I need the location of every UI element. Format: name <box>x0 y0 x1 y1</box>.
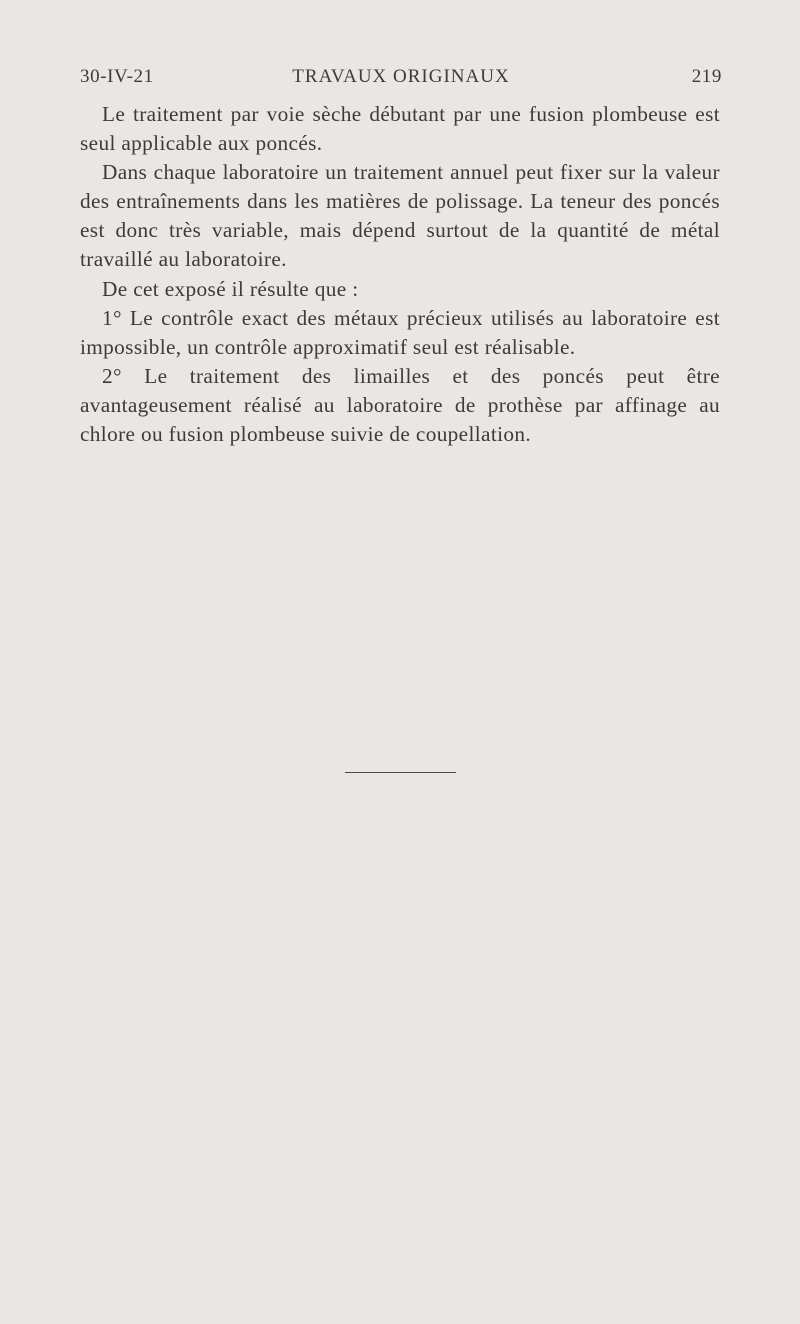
running-header <box>80 66 722 94</box>
main-text <box>80 100 720 449</box>
paragraph-annual-treatment: Dans chaque laboratoire un traitement annuel peut fixer sur la valeur des entraînements dans les matières de polissage. La teneur des poncés est donc très variable, mais dépend surtout de la quantité de métal travaillé au laboratoire. <box>80 160 720 272</box>
paragraph-dry-treatment: Le traitement par voie sèche débutant par une fusion plombeuse est seul applicable aux poncés. <box>80 102 720 156</box>
paragraph-conclusion-1: 1° Le contrôle exact des métaux précieux utilisés au laboratoire est impossible, un contrôle approximatif seul est réalisable. <box>80 305 720 359</box>
header-section-title: TRAVAUX ORIGINAUX <box>292 66 510 87</box>
header-date: 30-IV-21 <box>80 66 154 87</box>
paragraph-conclusion-2: 2° Le traitement des limailles et des poncés peut être avantageusement réalisé au laboratoire de prothèse par affinage au chlore ou fusion plombeuse suivie de coupellation. <box>80 363 720 447</box>
paragraph-conclusion-intro: De cet exposé il résulte que : <box>102 276 359 301</box>
page-number: 219 <box>691 66 722 87</box>
end-rule <box>345 772 456 773</box>
